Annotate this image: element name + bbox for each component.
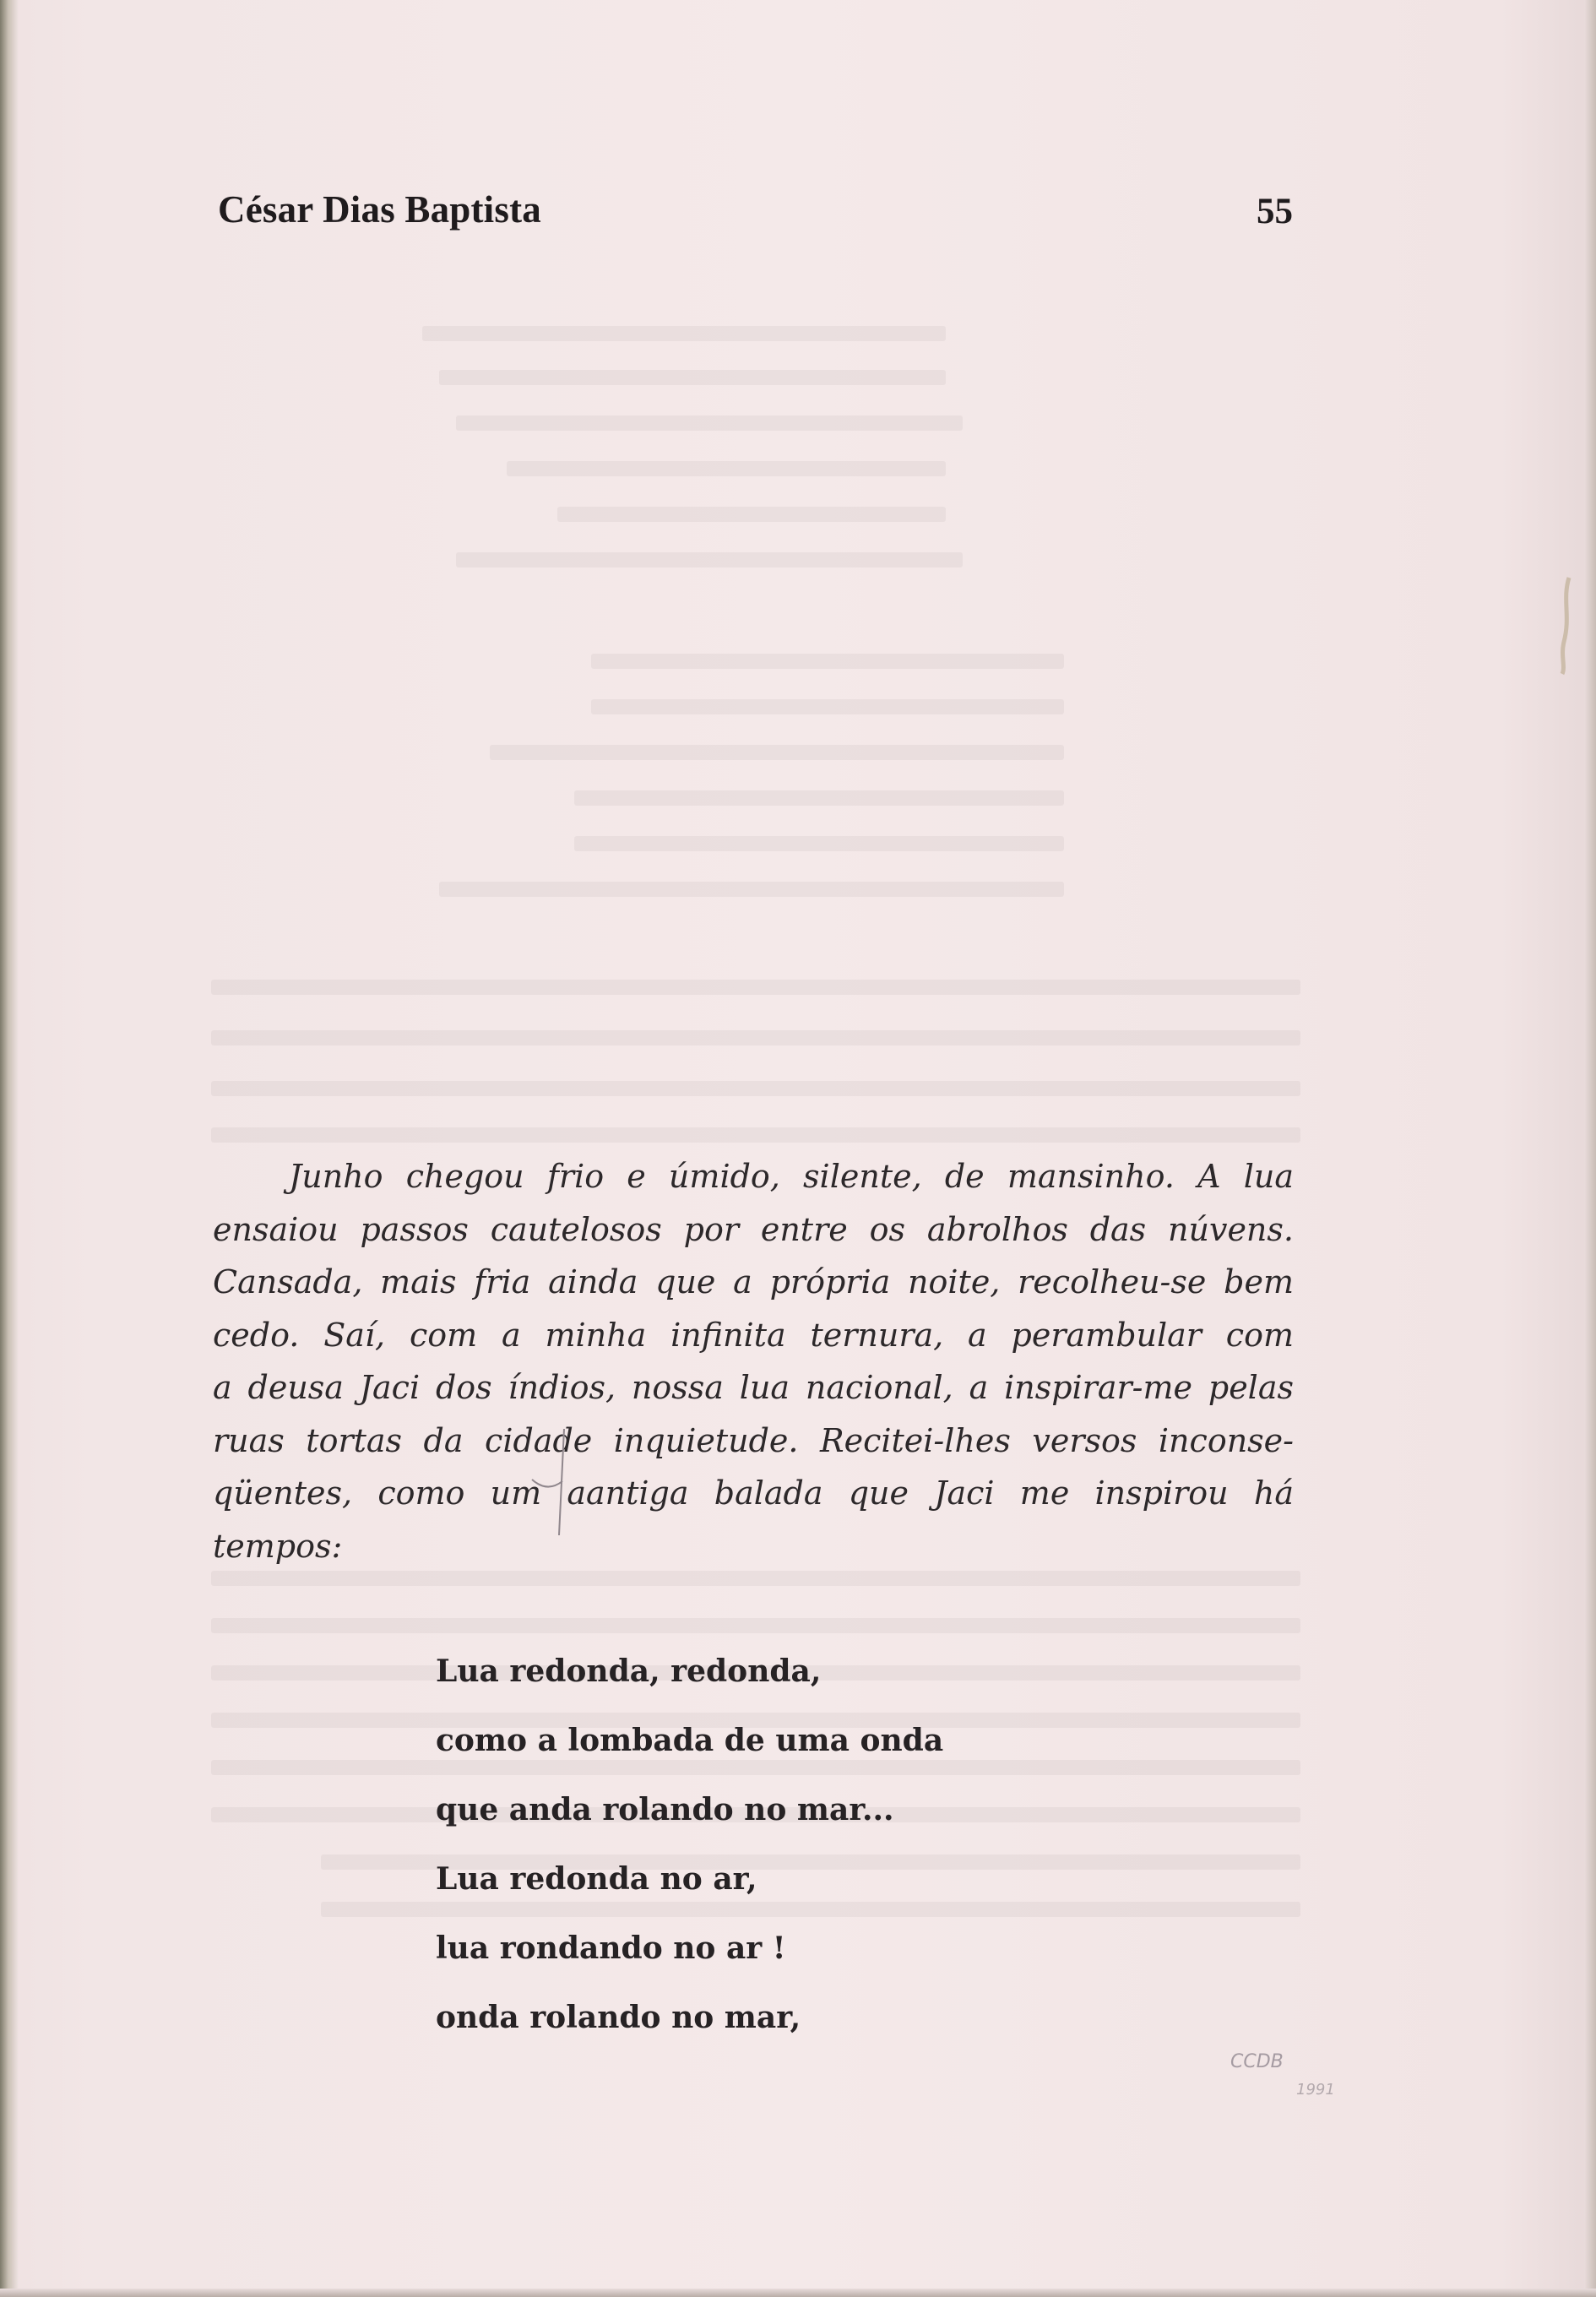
prose-line: cedo. Saí, com a minha infinita ternura, a perambular com	[213, 1316, 1294, 1354]
prose-line: qüentes, como um aantiga balada que Jaci me inspirou há	[213, 1474, 1294, 1512]
binding-edge	[0, 0, 19, 2297]
poem-verse: como a lombada de uma onda	[436, 1723, 944, 1758]
poem-verse: lua rondando no ar !	[436, 1930, 786, 1966]
poem-stanza	[436, 1637, 1196, 2052]
poem-verse: Lua redonda, redonda,	[436, 1654, 822, 1689]
prose-line: ruas tortas da cidade inquietude. Recitei-lhes versos inconse-	[213, 1421, 1294, 1459]
running-head-author: César Dias Baptista	[218, 188, 541, 231]
poem-verse: Lua redonda no ar,	[436, 1861, 757, 1897]
stamp-text-top: CCDB	[1230, 2051, 1284, 2072]
prose-line: Cansada, mais fria ainda que a própria noite, recolheu-se bem	[213, 1263, 1294, 1301]
page-number: 55	[1257, 192, 1293, 231]
prose-line: a deusa Jaci dos índios, nossa lua nacional, a inspirar-me pelas	[213, 1369, 1294, 1406]
poem-verse: onda rolando no mar,	[436, 2000, 801, 2035]
paper-stain	[1554, 574, 1579, 676]
poem-verse: que anda rolando no mar...	[436, 1792, 894, 1827]
pencil-library-mark	[1229, 2044, 1389, 2103]
pencil-correction-mark	[498, 1427, 591, 1537]
stamp-text-bottom: 1991	[1296, 2081, 1335, 2099]
page-edge-bottom	[0, 2289, 1596, 2297]
prose-line: ensaiou passos cautelosos por entre os abrolhos das núvens.	[213, 1210, 1294, 1248]
prose-line: tempos:	[213, 1527, 343, 1565]
prose-line: Junho chegou frio e úmido, silente, de mansinho. A lua	[289, 1158, 1294, 1195]
page-edge-right	[1584, 0, 1596, 2297]
prose-paragraph	[213, 1150, 1294, 1572]
